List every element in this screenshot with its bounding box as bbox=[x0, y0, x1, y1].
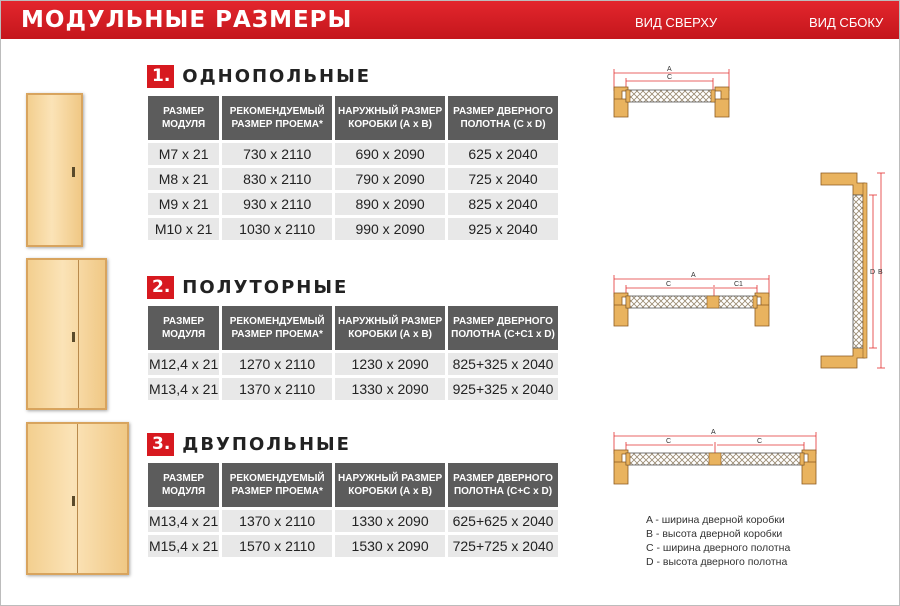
section-name: ОДНОПОЛЬНЫЕ bbox=[182, 66, 372, 87]
dimension-label: B bbox=[878, 269, 883, 276]
dimension-label: C bbox=[757, 438, 763, 445]
cell-leaf: 625 х 2040 bbox=[448, 143, 558, 165]
cell-frame: 1330 х 2090 bbox=[335, 510, 445, 532]
cell-leaf: 625+625 х 2040 bbox=[448, 510, 558, 532]
cell-frame: 790 х 2090 bbox=[335, 168, 445, 190]
top-view-label: ВИД СВЕРХУ bbox=[635, 15, 718, 30]
legend-item: D - высота дверного полотна bbox=[646, 556, 788, 568]
cell-module: М13,4 х 21 bbox=[148, 378, 219, 400]
dimension-label: A bbox=[667, 66, 672, 73]
cell-opening: 730 х 2110 bbox=[222, 143, 332, 165]
legend-item: B - высота дверной коробки bbox=[646, 528, 783, 540]
cell-leaf: 825+325 х 2040 bbox=[448, 353, 558, 375]
section-number: 2. bbox=[147, 276, 174, 299]
cell-module: М12,4 х 21 bbox=[148, 353, 219, 375]
cell-opening: 930 х 2110 bbox=[222, 193, 332, 215]
header-frame-size: НАРУЖНЫЙ РАЗМЕР КОРОБКИ (А х В) bbox=[335, 96, 445, 140]
header-opening-size: РЕКОМЕНДУЕМЫЙ РАЗМЕР ПРОЕМА* bbox=[222, 306, 332, 350]
cell-module: М8 х 21 bbox=[148, 168, 219, 190]
section-number: 1. bbox=[147, 65, 174, 88]
legend-item: A - ширина дверной коробки bbox=[646, 514, 785, 526]
single-door-top-diagram bbox=[614, 66, 729, 117]
cell-module: М13,4 х 21 bbox=[148, 510, 219, 532]
one-and-half-door-top-diagram bbox=[614, 272, 769, 326]
cell-leaf: 925+325 х 2040 bbox=[448, 378, 558, 400]
header-module-size: РАЗМЕР МОДУЛЯ bbox=[148, 96, 219, 140]
header-leaf-size: РАЗМЕР ДВЕРНОГО ПОЛОТНА (С х D) bbox=[448, 96, 558, 140]
header-opening-size: РЕКОМЕНДУЕМЫЙ РАЗМЕР ПРОЕМА* bbox=[222, 96, 332, 140]
cell-frame: 1530 х 2090 bbox=[335, 535, 445, 557]
dimension-label: C bbox=[666, 281, 672, 288]
side-view-diagram bbox=[821, 173, 885, 368]
header-module-size: РАЗМЕР МОДУЛЯ bbox=[148, 463, 219, 507]
dimension-label: A bbox=[711, 429, 716, 436]
dimension-label: C bbox=[667, 74, 673, 81]
cell-frame: 690 х 2090 bbox=[335, 143, 445, 165]
cell-frame: 1230 х 2090 bbox=[335, 353, 445, 375]
legend-item: C - ширина дверного полотна bbox=[646, 542, 791, 554]
dimension-label: A bbox=[691, 272, 696, 279]
header-frame-size: НАРУЖНЫЙ РАЗМЕР КОРОБКИ (А х В) bbox=[335, 306, 445, 350]
cell-opening: 1370 х 2110 bbox=[222, 378, 332, 400]
cell-frame: 890 х 2090 bbox=[335, 193, 445, 215]
cell-module: М15,4 х 21 bbox=[148, 535, 219, 557]
dimension-label: D bbox=[870, 269, 876, 276]
page-title: МОДУЛЬНЫЕ РАЗМЕРЫ bbox=[21, 7, 353, 33]
header-opening-size: РЕКОМЕНДУЕМЫЙ РАЗМЕР ПРОЕМА* bbox=[222, 463, 332, 507]
cell-opening: 1030 х 2110 bbox=[222, 218, 332, 240]
cell-module: М7 х 21 bbox=[148, 143, 219, 165]
cell-frame: 990 х 2090 bbox=[335, 218, 445, 240]
dimension-label: C1 bbox=[734, 281, 743, 288]
header-leaf-size: РАЗМЕР ДВЕРНОГО ПОЛОТНА (С+С1 х D) bbox=[448, 306, 558, 350]
cell-leaf: 925 х 2040 bbox=[448, 218, 558, 240]
cell-opening: 1270 х 2110 bbox=[222, 353, 332, 375]
section-name: ДВУПОЛЬНЫЕ bbox=[182, 434, 351, 455]
dimension-label: C bbox=[666, 438, 672, 445]
cell-opening: 1370 х 2110 bbox=[222, 510, 332, 532]
cell-opening: 830 х 2110 bbox=[222, 168, 332, 190]
cell-module: М9 х 21 bbox=[148, 193, 219, 215]
cell-frame: 1330 х 2090 bbox=[335, 378, 445, 400]
diagram-legend bbox=[646, 513, 790, 569]
section-name: ПОЛУТОРНЫЕ bbox=[182, 277, 349, 298]
cell-leaf: 825 х 2040 bbox=[448, 193, 558, 215]
cell-leaf: 725+725 х 2040 bbox=[448, 535, 558, 557]
section-number: 3. bbox=[147, 433, 174, 456]
cell-module: М10 х 21 bbox=[148, 218, 219, 240]
header-module-size: РАЗМЕР МОДУЛЯ bbox=[148, 306, 219, 350]
side-view-label: ВИД СБОКУ bbox=[809, 15, 884, 30]
cell-leaf: 725 х 2040 bbox=[448, 168, 558, 190]
header-leaf-size: РАЗМЕР ДВЕРНОГО ПОЛОТНА (С+С х D) bbox=[448, 463, 558, 507]
cell-opening: 1570 х 2110 bbox=[222, 535, 332, 557]
header-frame-size: НАРУЖНЫЙ РАЗМЕР КОРОБКИ (А х В) bbox=[335, 463, 445, 507]
double-door-top-diagram bbox=[614, 429, 816, 484]
